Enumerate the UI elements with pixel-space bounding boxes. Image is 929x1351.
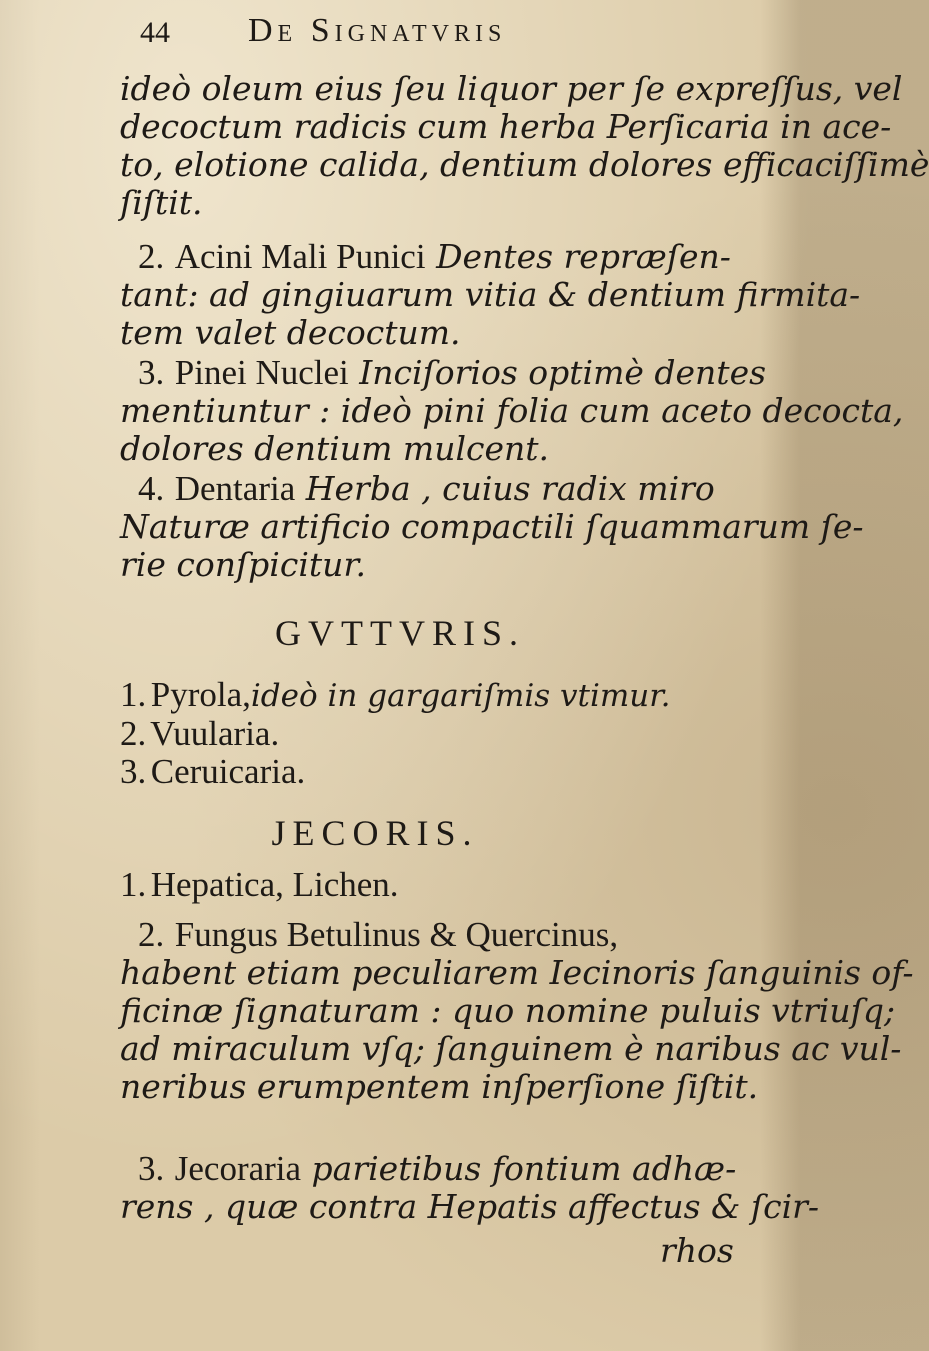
entry-number: 3.: [138, 353, 165, 392]
list-item: [120, 715, 760, 753]
plant-name: Vuularia.: [150, 714, 280, 753]
entry-lead-line: [120, 353, 767, 392]
plant-name: Pinei Nuclei: [174, 353, 349, 392]
text-run: parietibus fontium adhæ-: [311, 1149, 737, 1188]
entry-lead-line: [120, 916, 760, 954]
text-line: Naturæ artificio compactili ſquammarum ſe-: [120, 507, 864, 546]
text-run: Dentes repræſen-: [436, 237, 731, 276]
text-line: ſiſtit.: [120, 183, 203, 222]
plant-name: Jecoraria: [174, 1149, 302, 1188]
text-line: rie conſpicitur.: [120, 545, 367, 584]
page-number: 44: [140, 16, 170, 49]
text-line: ad miraculum vſq; ſanguinem è naribus ac vul-: [120, 1029, 902, 1068]
entry-number: 3.: [138, 1149, 165, 1188]
text-line: tant: ad gingiuarum vitia & dentium firmita-: [120, 275, 861, 314]
text-line: ficinæ ſignaturam : quo nomine puluis vtriuſq;: [120, 991, 896, 1030]
gutturis-list: [120, 676, 760, 791]
text-line: to, elotione calida, dentium dolores efficaciſſimè: [120, 145, 929, 184]
text-line: decoctum radicis cum herba Perſicaria in ace-: [120, 107, 892, 146]
plant-name: Dentaria: [174, 469, 296, 508]
entry-lead-line: [120, 238, 760, 276]
text-line: rens , quæ contra Hepatis affectus & ſcir-: [120, 1187, 820, 1226]
text-line: dolores dentium mulcent.: [120, 429, 550, 468]
text-line: mentiuntur : ideò pini folia cum aceto decocta,: [120, 391, 904, 430]
text-line: ideò oleum eius ſeu liquor per ſe expreſſus, vel: [120, 69, 903, 108]
entry-number: 4.: [138, 469, 165, 508]
list-item: [120, 676, 760, 715]
entry-number: 2.: [138, 915, 165, 954]
entry-lead-line: [120, 1150, 760, 1188]
jecoris-entry-1: [120, 866, 760, 904]
text-line: tem valet decoctum.: [120, 313, 461, 352]
text-run: ideò in gargariſmis vtimur.: [250, 678, 671, 714]
plant-name: Fungus Betulinus & Quercinus,: [174, 915, 619, 954]
entry-number: 3.: [120, 752, 147, 791]
entry-number: 1.: [120, 865, 147, 904]
text-line: neribus erumpentem inſperſione ſiſtit.: [120, 1067, 759, 1106]
list-item: [120, 753, 760, 791]
list-item: [120, 866, 760, 904]
plant-name: Hepatica, Lichen.: [150, 865, 399, 904]
jecoris-entry-3: [120, 1149, 820, 1226]
section-heading-gutturis: GVTTVRIS.: [275, 613, 525, 653]
section-heading-jecoris: JECORIS.: [271, 813, 479, 853]
entry-number: 2.: [120, 714, 147, 753]
text-run: Inciſorios optimè dentes: [359, 353, 767, 392]
entry-number: 1.: [120, 675, 147, 714]
entry-lead-line: [120, 470, 760, 508]
catchword: rhos: [660, 1231, 734, 1270]
paragraph-4: [120, 469, 864, 584]
paragraph-1: [120, 69, 929, 222]
plant-name: Pyrola,: [150, 675, 251, 714]
jecoris-entry-2: [120, 915, 914, 1106]
plant-name: Ceruicaria.: [150, 752, 306, 791]
page-header: [140, 10, 700, 60]
plant-name: Acini Mali Punici: [174, 237, 426, 276]
text-run: Herba , cuius radix miro: [305, 469, 715, 508]
running-title: De Signatvris: [248, 12, 507, 49]
entry-number: 2.: [138, 237, 165, 276]
paragraph-2: [120, 237, 861, 352]
text-line: habent etiam peculiarem Iecinoris ſanguinis of-: [120, 953, 914, 992]
paragraph-3: [120, 353, 904, 468]
